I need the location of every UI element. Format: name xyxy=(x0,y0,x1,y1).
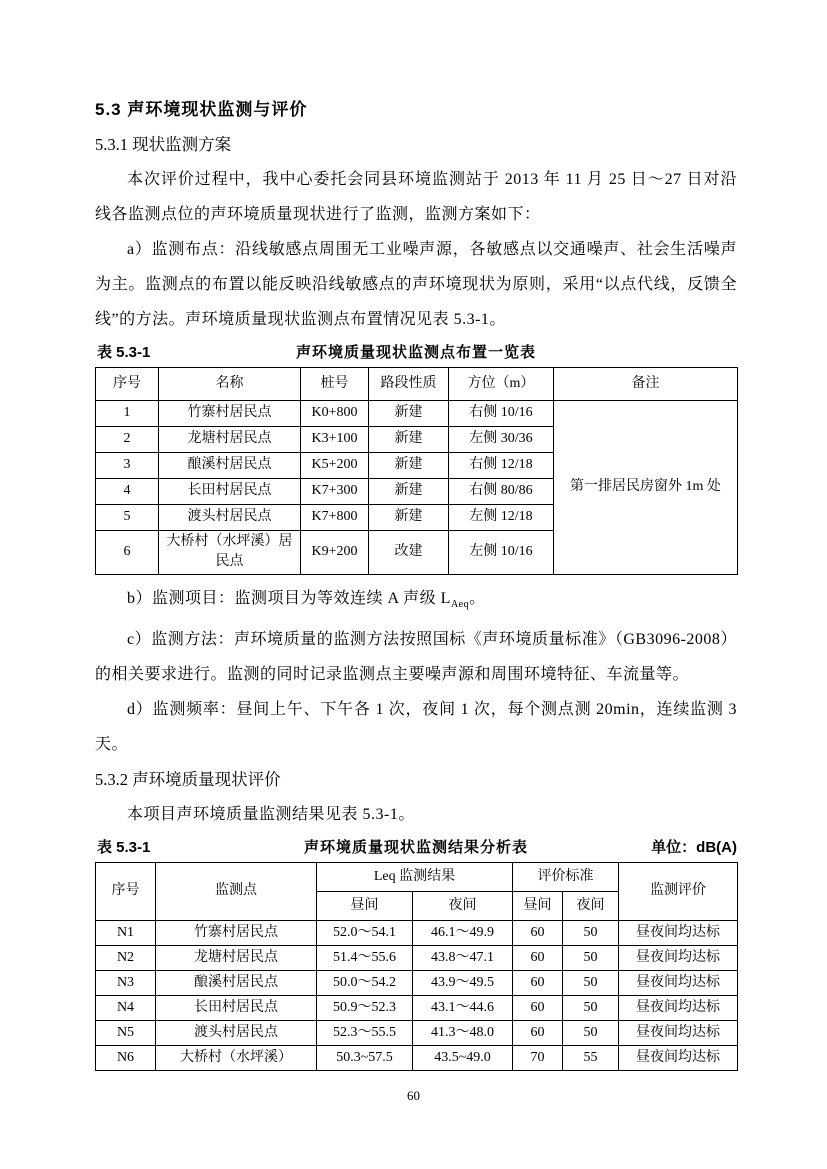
table-cell: 50.3~57.5 xyxy=(317,1045,413,1070)
table-cell: 渡头村居民点 xyxy=(156,1020,317,1045)
table-row xyxy=(96,945,738,970)
table-cell: 竹寨村居民点 xyxy=(156,920,317,945)
table-cell: 5 xyxy=(96,505,159,531)
table-cell: 昼夜间均达标 xyxy=(619,920,738,945)
table-cell: 43.9～49.5 xyxy=(413,970,513,995)
table-cell: 新建 xyxy=(369,401,449,427)
section-heading: 5.3 声环境现状监测与评价 xyxy=(95,100,308,119)
table-header-cell: 昼间 xyxy=(513,891,563,920)
table-header-cell: 序号 xyxy=(96,368,159,401)
table-cell: 龙塘村居民点 xyxy=(156,945,317,970)
monitoring-results-table xyxy=(95,862,738,1071)
table-header-cell: 名称 xyxy=(159,368,301,401)
table-cell: 60 xyxy=(513,995,563,1020)
table-cell: 2 xyxy=(96,427,159,453)
table-cell: 43.8～47.1 xyxy=(413,945,513,970)
table-cell: 右侧 12/18 xyxy=(449,453,554,479)
table-cell: 左侧 10/16 xyxy=(449,531,554,575)
table-header-cell: 方位（m） xyxy=(449,368,554,401)
table-cell: 50 xyxy=(563,995,619,1020)
table-header-cell: 夜间 xyxy=(413,891,513,920)
table-header-cell: Leq 监测结果 xyxy=(317,862,513,891)
table-cell: 右侧 10/16 xyxy=(449,401,554,427)
table-cell: N2 xyxy=(96,945,156,970)
table-header-cell: 备注 xyxy=(554,368,738,401)
table-cell: 左侧 12/18 xyxy=(449,505,554,531)
table-cell: 50 xyxy=(563,920,619,945)
table-cell: 渡头村居民点 xyxy=(159,505,301,531)
table-cell: 龙塘村居民点 xyxy=(159,427,301,453)
table-cell: 长田村居民点 xyxy=(159,479,301,505)
table-cell: 大桥村（水坪溪）居民点 xyxy=(159,531,301,575)
table-cell: K3+100 xyxy=(301,427,369,453)
table-cell: 昼夜间均达标 xyxy=(619,970,738,995)
table-cell: 60 xyxy=(513,920,563,945)
table-header-cell: 监测评价 xyxy=(619,862,738,920)
table-header-cell: 序号 xyxy=(96,862,156,920)
table-cell: 昼夜间均达标 xyxy=(619,1045,738,1070)
table-cell: 50 xyxy=(563,970,619,995)
table-cell: 酿溪村居民点 xyxy=(156,970,317,995)
table-cell: 60 xyxy=(513,945,563,970)
table-cell: 51.4～55.6 xyxy=(317,945,413,970)
table2-caption-unit: 单位：dB(A) xyxy=(651,838,737,856)
table-cell: 改建 xyxy=(369,531,449,575)
table-row xyxy=(96,1045,738,1070)
table-cell: 酿溪村居民点 xyxy=(159,453,301,479)
table-cell: 新建 xyxy=(369,479,449,505)
table-cell: 50.0～54.2 xyxy=(317,970,413,995)
table-header-row xyxy=(96,862,738,891)
table-cell: 昼夜间均达标 xyxy=(619,945,738,970)
table-header-cell: 夜间 xyxy=(563,891,619,920)
table1-caption-title: 声环境质量现状监测点布置一览表 xyxy=(295,344,537,361)
table2-caption-label: 表 5.3-1 xyxy=(97,838,151,856)
table-cell: 长田村居民点 xyxy=(156,995,317,1020)
item-b-text: b）监测项目：监测项目为等效连续 A 声级 L xyxy=(127,589,451,607)
table-cell: 新建 xyxy=(369,453,449,479)
table-cell: 昼夜间均达标 xyxy=(619,995,738,1020)
paragraph-item-b xyxy=(95,581,737,622)
table-cell: K7+800 xyxy=(301,505,369,531)
subsection-heading-531: 5.3.1 现状监测方案 xyxy=(95,135,232,154)
table-cell: 52.0～54.1 xyxy=(317,920,413,945)
table-row xyxy=(96,401,738,427)
table-cell: K9+200 xyxy=(301,531,369,575)
table-header-cell: 监测点 xyxy=(156,862,317,920)
table-cell: 4 xyxy=(96,479,159,505)
table-cell: 46.1～49.9 xyxy=(413,920,513,945)
table-cell: N3 xyxy=(96,970,156,995)
table-cell: 55 xyxy=(563,1045,619,1070)
table-cell: 右侧 80/86 xyxy=(449,479,554,505)
table-cell: 70 xyxy=(513,1045,563,1070)
table-cell: 昼夜间均达标 xyxy=(619,1020,738,1045)
table-cell: 43.5~49.0 xyxy=(413,1045,513,1070)
table-header-cell: 路段性质 xyxy=(369,368,449,401)
table-cell: K5+200 xyxy=(301,453,369,479)
table-row xyxy=(96,995,738,1020)
table-cell: N1 xyxy=(96,920,156,945)
table-row xyxy=(96,1020,738,1045)
table-cell: 3 xyxy=(96,453,159,479)
table-row xyxy=(96,970,738,995)
table1-caption-label: 表 5.3-1 xyxy=(97,344,151,361)
table-remark-cell: 第一排居民房窗外 1m 处 xyxy=(554,401,738,575)
paragraph-item-d: d）监测频率：昼间上午、下午各 1 次，夜间 1 次，每个测点测 20min，连续监测 3 天。 xyxy=(95,700,737,753)
item-b-subscript: Aeq xyxy=(450,598,470,610)
table-cell: 41.3～48.0 xyxy=(413,1020,513,1045)
table-header-row xyxy=(96,368,738,401)
table-cell: 6 xyxy=(96,531,159,575)
paragraph-results-intro: 本项目声环境质量监测结果见表 5.3-1。 xyxy=(127,805,415,823)
table-row xyxy=(96,920,738,945)
table-cell: 50.9～52.3 xyxy=(317,995,413,1020)
monitoring-points-table xyxy=(95,367,738,575)
table-cell: K7+300 xyxy=(301,479,369,505)
paragraph-intro: 本次评价过程中，我中心委托会同县环境监测站于 2013 年 11 月 25 日～27 日对沿线各监测点位的声环境质量现状进行了监测，监测方案如下： xyxy=(95,171,737,223)
table-cell: 50 xyxy=(563,945,619,970)
table-cell: 60 xyxy=(513,1020,563,1045)
table-cell: 50 xyxy=(563,1020,619,1045)
table-header-cell: 昼间 xyxy=(317,891,413,920)
table-cell: 左侧 30/36 xyxy=(449,427,554,453)
table-cell: N4 xyxy=(96,995,156,1020)
table-cell: 52.3～55.5 xyxy=(317,1020,413,1045)
table-cell: 60 xyxy=(513,970,563,995)
table2-caption-title: 声环境质量现状监测结果分析表 xyxy=(303,838,529,856)
paragraph-item-c: c）监测方法：声环境质量的监测方法按照国标《声环境质量标准》（GB3096-2008）的相关要求进行。监测的同时记录监测点主要噪声源和周围环境特征、车流量等。 xyxy=(95,630,737,683)
table-cell: 43.1～44.6 xyxy=(413,995,513,1020)
table-cell: 新建 xyxy=(369,427,449,453)
table-cell: N6 xyxy=(96,1045,156,1070)
table-header-cell: 评价标准 xyxy=(513,862,619,891)
table-cell: 竹寨村居民点 xyxy=(159,401,301,427)
table-header-cell: 桩号 xyxy=(301,368,369,401)
table-cell: 大桥村（水坪溪） xyxy=(156,1045,317,1070)
table-cell: 新建 xyxy=(369,505,449,531)
table1-caption xyxy=(95,341,737,365)
table-cell: K0+800 xyxy=(301,401,369,427)
paragraph-item-a: a）监测布点：沿线敏感点周围无工业噪声源，各敏感点以交通噪声、社会生活噪声为主。监测点的布置以能反映沿线敏感点的声环境现状为原则，采用“以点代线，反馈全线”的方法。声环境质量现状监测点布置情况见表 5.3-1。 xyxy=(95,241,737,328)
table-cell: 1 xyxy=(96,401,159,427)
page-number: 60 xyxy=(407,1088,420,1103)
subsection-heading-532: 5.3.2 声环境质量现状评价 xyxy=(95,769,281,789)
item-b-period: 。 xyxy=(469,589,486,607)
table2-caption xyxy=(95,836,737,860)
table-cell: N5 xyxy=(96,1020,156,1045)
